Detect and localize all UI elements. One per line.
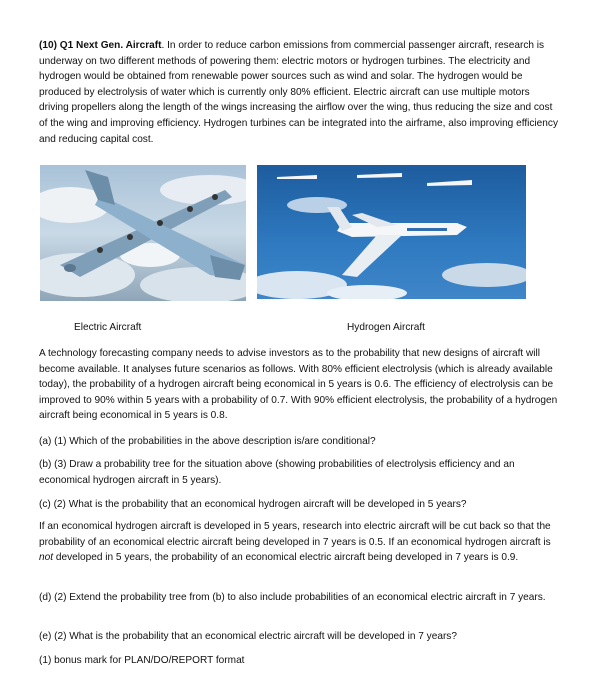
hydrogen-aircraft-image bbox=[257, 165, 526, 299]
question-a: (a) (1) Which of the probabilities in the above description is/are conditional? bbox=[39, 436, 376, 447]
question-heading: (10) Q1 Next Gen. Aircraft bbox=[39, 40, 162, 51]
question-d: (d) (2) Extend the probability tree from (b) to also include probabilities of an economical electric aircraft in 7 years. bbox=[39, 592, 546, 603]
followup-paragraph bbox=[39, 519, 561, 566]
scenario-paragraph: A technology forecasting company needs to advise investors as to the probability that new designs of aircraft will become available. It analyses future scenarios as follows. With 80% efficient electrolysis (which is already available today), the probability of a hydrogen aircraft being economical in 5 years is 0.6. The efficiency of electrolysis can be improved to 90% within 5 years with a probability of 0.7. With 90% efficient electrolysis, the probability of a hydrogen aircraft being economical in 5 years is 0.8. bbox=[39, 348, 558, 422]
hydrogen-aircraft-caption: Hydrogen Aircraft bbox=[347, 322, 425, 333]
question-c: (c) (2) What is the probability that an economical hydrogen aircraft will be developed in 5 years? bbox=[39, 499, 467, 510]
electric-aircraft-caption: Electric Aircraft bbox=[74, 322, 142, 333]
intro-body: . In order to reduce carbon emissions from commercial passenger aircraft, research is underway on two different methods of powering them: electric motors or hydrogen turbines. The electricity and hydrogen would be obtained from renewable power sources such as wind and solar. The hydrogen would be produced by electrolysis of water which is currently only 80% efficient. Electric aircraft can use multiple motors driving propellers along the length of the wings increasing the airflow over the wing, thus reducing the size and cost of the wing and improving efficiency. Hydrogen turbines can be integrated into the airframe, also improving efficiency and reducing capital cost. bbox=[39, 40, 558, 145]
bonus-note: (1) bonus mark for PLAN/DO/REPORT format bbox=[39, 655, 245, 666]
followup-text-2: developed in 5 years, the probability of an economical electric aircraft being developed in 7 years is 0.9. bbox=[53, 552, 519, 564]
followup-emphasis: not bbox=[39, 552, 54, 564]
intro-paragraph bbox=[39, 38, 561, 147]
electric-aircraft-image bbox=[40, 165, 246, 301]
followup-text-1: If an economical hydrogen aircraft is developed in 5 years, research into electric aircraft will be cut back so that the probability of an economical electric aircraft being developed in 7 years is 0.5. If an economical hydrogen aircraft is bbox=[39, 521, 551, 548]
question-e: (e) (2) What is the probability that an economical electric aircraft will be developed in 7 years? bbox=[39, 631, 457, 642]
question-b: (b) (3) Draw a probability tree for the situation above (showing probabilities of electrolysis efficiency and an economical hydrogen aircraft in 5 years). bbox=[39, 459, 515, 486]
